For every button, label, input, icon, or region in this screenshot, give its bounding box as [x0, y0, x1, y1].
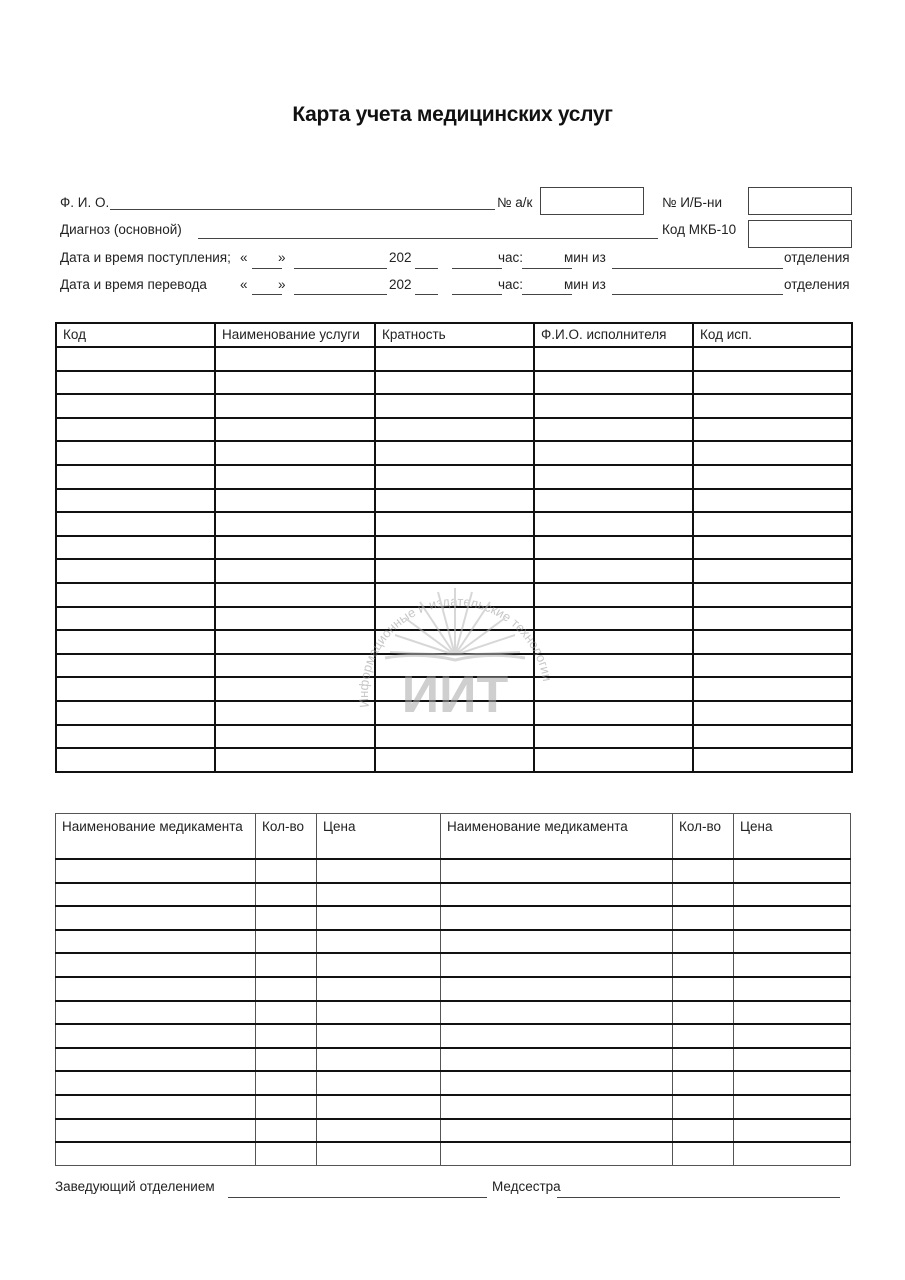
medications-table-row-cell[interactable]: [56, 1071, 256, 1095]
services-table-row-cell[interactable]: [375, 607, 534, 631]
medications-table-row-cell[interactable]: [734, 1048, 851, 1072]
services-table-row-cell[interactable]: [693, 701, 852, 725]
medications-table-row: [56, 953, 851, 977]
services-table-row-cell[interactable]: [375, 347, 534, 371]
services-table-row-cell[interactable]: [534, 512, 693, 536]
transfer-department-field[interactable]: [612, 294, 783, 295]
medications-table-row-cell[interactable]: [256, 930, 317, 954]
services-table-row-cell[interactable]: [215, 725, 375, 749]
medications-table-row-cell[interactable]: [734, 930, 851, 954]
services-table-row-cell[interactable]: [693, 559, 852, 583]
medications-table-row-cell[interactable]: [734, 859, 851, 883]
head-of-department-label: Заведующий отделением: [55, 1179, 215, 1194]
medications-table-row-cell[interactable]: [441, 930, 673, 954]
services-table-row-cell[interactable]: [56, 701, 215, 725]
medications-table-row-cell[interactable]: [256, 1048, 317, 1072]
services-table-row-cell[interactable]: [534, 701, 693, 725]
medications-table-row-cell[interactable]: [317, 859, 441, 883]
admission-minute-field[interactable]: [522, 268, 572, 269]
medications-col-qty-1: Кол-во: [256, 814, 317, 860]
services-table-row-cell[interactable]: [215, 394, 375, 418]
admission-hour-label: час:: [498, 250, 524, 265]
services-table-row-cell[interactable]: [375, 371, 534, 395]
medications-table-row-cell[interactable]: [673, 859, 734, 883]
services-table-row-cell[interactable]: [693, 465, 852, 489]
services-table-row-cell[interactable]: [375, 465, 534, 489]
medications-table-row-cell[interactable]: [56, 1001, 256, 1025]
nurse-label: Медсестра: [492, 1179, 561, 1194]
medications-table-row: [56, 1048, 851, 1072]
fio-label: Ф. И. О.: [60, 195, 110, 210]
medications-table-row-cell[interactable]: [317, 1001, 441, 1025]
services-table-row-cell[interactable]: [56, 607, 215, 631]
services-table-row: [56, 607, 852, 631]
services-col-service-name: Наименование услуги: [215, 323, 375, 347]
admission-min-label: мин из: [564, 250, 606, 265]
medications-table-row-cell[interactable]: [256, 1119, 317, 1143]
services-table-row-cell[interactable]: [534, 559, 693, 583]
admission-open-quote: «: [240, 250, 248, 265]
admission-day-field[interactable]: [252, 268, 282, 269]
services-table-row: [56, 512, 852, 536]
services-table-row-cell[interactable]: [215, 677, 375, 701]
services-table-row-cell[interactable]: [215, 441, 375, 465]
fio-field[interactable]: [110, 209, 495, 210]
medications-table-row-cell[interactable]: [56, 1095, 256, 1119]
services-table-row-cell[interactable]: [375, 654, 534, 678]
services-table-row-cell[interactable]: [375, 701, 534, 725]
medications-table-row-cell[interactable]: [734, 977, 851, 1001]
admission-department-field[interactable]: [612, 268, 783, 269]
medications-table-row-cell[interactable]: [673, 906, 734, 930]
page-title: Карта учета медицинских услуг: [292, 103, 613, 126]
services-table-row-cell[interactable]: [375, 441, 534, 465]
services-table-row-cell[interactable]: [56, 536, 215, 560]
medications-table-row: [56, 930, 851, 954]
watermark-arc-text: Информационные и издательские технологии: [355, 593, 556, 709]
medications-table-row-cell[interactable]: [734, 1095, 851, 1119]
transfer-minute-field[interactable]: [522, 294, 572, 295]
services-table-row-cell[interactable]: [215, 630, 375, 654]
medications-table-row-cell[interactable]: [734, 1071, 851, 1095]
medications-table-row-cell[interactable]: [673, 930, 734, 954]
services-table-row-cell[interactable]: [56, 748, 215, 772]
head-of-department-signature-field[interactable]: [228, 1197, 487, 1198]
admission-year-prefix: 202: [389, 250, 412, 265]
medications-table-row-cell[interactable]: [673, 1119, 734, 1143]
services-table-row-cell[interactable]: [215, 371, 375, 395]
medications-table-row-cell[interactable]: [317, 1142, 441, 1165]
services-table-row-cell[interactable]: [534, 536, 693, 560]
medications-table-row-cell[interactable]: [317, 883, 441, 907]
services-table-row: [56, 725, 852, 749]
medications-table-row-cell[interactable]: [441, 906, 673, 930]
medications-table-row: [56, 1024, 851, 1048]
services-table-row-cell[interactable]: [375, 512, 534, 536]
medications-col-price-2: Цена: [734, 814, 851, 860]
medications-table-row-cell[interactable]: [441, 1071, 673, 1095]
services-table-row-cell[interactable]: [693, 583, 852, 607]
medications-table-row-cell[interactable]: [441, 1119, 673, 1143]
transfer-month-field[interactable]: [294, 294, 387, 295]
services-table-row: [56, 630, 852, 654]
medications-table-row-cell[interactable]: [317, 930, 441, 954]
services-table-row-cell[interactable]: [375, 536, 534, 560]
services-table-row-cell[interactable]: [215, 536, 375, 560]
services-table-row-cell[interactable]: [56, 441, 215, 465]
services-table-row-cell[interactable]: [56, 394, 215, 418]
services-table-row-cell[interactable]: [534, 347, 693, 371]
medications-table-row-cell[interactable]: [56, 1024, 256, 1048]
services-table-row-cell[interactable]: [693, 630, 852, 654]
services-table-row-cell[interactable]: [56, 654, 215, 678]
transfer-hour-label: час:: [498, 277, 524, 292]
medications-table-row-cell[interactable]: [734, 883, 851, 907]
services-table-row-cell[interactable]: [56, 465, 215, 489]
mkb-code-field[interactable]: [748, 220, 852, 248]
services-col-performer-code: Код исп.: [693, 323, 852, 347]
services-table-row-cell[interactable]: [693, 654, 852, 678]
medications-table-row-cell[interactable]: [734, 1001, 851, 1025]
medications-col-qty-2: Кол-во: [673, 814, 734, 860]
services-table-row: [56, 583, 852, 607]
services-table-row-cell[interactable]: [215, 418, 375, 442]
medications-col-name-1: Наименование медикамента: [56, 814, 256, 860]
medications-table-row-cell[interactable]: [734, 1142, 851, 1165]
transfer-label: Дата и время перевода: [60, 277, 207, 292]
medications-table-row-cell[interactable]: [441, 977, 673, 1001]
services-table-row: [56, 677, 852, 701]
medications-table-row-cell[interactable]: [441, 1048, 673, 1072]
ib-label: № И/Б-ни: [662, 195, 723, 210]
diagnosis-label: Диагноз (основной): [60, 222, 182, 237]
services-table-row: [56, 441, 852, 465]
diagnosis-field[interactable]: [198, 238, 658, 239]
medications-table-row-cell[interactable]: [256, 1024, 317, 1048]
services-table-row-cell[interactable]: [375, 630, 534, 654]
medications-table-body: [56, 859, 851, 1165]
medications-table-row-cell[interactable]: [441, 1142, 673, 1165]
medications-table-row-cell[interactable]: [673, 953, 734, 977]
services-table-row-cell[interactable]: [693, 418, 852, 442]
services-table-row-cell[interactable]: [375, 748, 534, 772]
medications-table-row-cell[interactable]: [441, 1001, 673, 1025]
medications-table-row-cell[interactable]: [256, 859, 317, 883]
medications-header-row: [56, 814, 851, 860]
services-table-row-cell[interactable]: [215, 607, 375, 631]
services-table-row-cell[interactable]: [215, 559, 375, 583]
services-table-row-cell[interactable]: [375, 725, 534, 749]
medications-table-row-cell[interactable]: [317, 977, 441, 1001]
services-table-row-cell[interactable]: [534, 725, 693, 749]
services-table-row-cell[interactable]: [375, 489, 534, 513]
medications-table-row-cell[interactable]: [441, 953, 673, 977]
services-table-row-cell[interactable]: [693, 394, 852, 418]
services-header-row: [56, 323, 852, 347]
medications-table-row-cell[interactable]: [317, 1048, 441, 1072]
services-table-row-cell[interactable]: [534, 394, 693, 418]
services-table-row-cell[interactable]: [215, 654, 375, 678]
services-table-row-cell[interactable]: [56, 725, 215, 749]
services-table-row-cell[interactable]: [693, 347, 852, 371]
medications-table-row-cell[interactable]: [56, 906, 256, 930]
mkb-label: Код МКБ-10: [662, 222, 737, 237]
services-table-row-cell[interactable]: [56, 418, 215, 442]
services-table-row-cell[interactable]: [693, 536, 852, 560]
medications-table-row-cell[interactable]: [673, 1001, 734, 1025]
services-table: [55, 322, 853, 773]
medications-table-row-cell[interactable]: [317, 1095, 441, 1119]
services-table-row-cell[interactable]: [375, 677, 534, 701]
services-table-row-cell[interactable]: [534, 371, 693, 395]
services-table-row-cell[interactable]: [534, 677, 693, 701]
services-table-row-cell[interactable]: [534, 748, 693, 772]
services-table-row-cell[interactable]: [56, 371, 215, 395]
transfer-close-quote: »: [278, 277, 286, 292]
watermark-logo-text: ИИТ: [401, 666, 509, 724]
services-table-row-cell[interactable]: [56, 512, 215, 536]
medications-table-row: [56, 859, 851, 883]
admission-month-field[interactable]: [294, 268, 387, 269]
medications-table-row-cell[interactable]: [56, 930, 256, 954]
services-table-row-cell[interactable]: [215, 701, 375, 725]
medications-table-row-cell[interactable]: [734, 953, 851, 977]
services-table-row: [56, 394, 852, 418]
medications-table-row: [56, 1119, 851, 1143]
medications-table-row-cell[interactable]: [734, 906, 851, 930]
services-table-row-cell[interactable]: [375, 559, 534, 583]
services-col-multiplicity: Кратность: [375, 323, 534, 347]
medications-table-row: [56, 1142, 851, 1165]
services-table-row: [56, 748, 852, 772]
ak-number-field[interactable]: [540, 187, 644, 215]
services-table-row: [56, 701, 852, 725]
medications-table-row-cell[interactable]: [673, 1142, 734, 1165]
medications-table-row-cell[interactable]: [256, 1095, 317, 1119]
services-table-row: [56, 347, 852, 371]
medications-col-name-2: Наименование медикамента: [441, 814, 673, 860]
services-table-row-cell[interactable]: [215, 465, 375, 489]
nurse-signature-field[interactable]: [557, 1197, 840, 1198]
medications-table-row-cell[interactable]: [673, 883, 734, 907]
ak-label: № а/к: [497, 195, 533, 210]
services-table-row-cell[interactable]: [534, 418, 693, 442]
medications-table-row-cell[interactable]: [441, 1024, 673, 1048]
medications-table-row-cell[interactable]: [317, 1119, 441, 1143]
medications-table-row-cell[interactable]: [441, 883, 673, 907]
medications-table-row-cell[interactable]: [673, 1024, 734, 1048]
medications-table-row-cell[interactable]: [256, 953, 317, 977]
medications-table-row-cell[interactable]: [441, 859, 673, 883]
medications-table-row-cell[interactable]: [673, 1048, 734, 1072]
medications-table-row-cell[interactable]: [317, 906, 441, 930]
services-table-row-cell[interactable]: [215, 512, 375, 536]
services-table-row: [56, 418, 852, 442]
medications-table-row-cell[interactable]: [673, 977, 734, 1001]
services-table-row-cell[interactable]: [693, 607, 852, 631]
medications-table-row-cell[interactable]: [673, 1095, 734, 1119]
medications-table-row-cell[interactable]: [673, 1071, 734, 1095]
medications-table-row-cell[interactable]: [256, 1001, 317, 1025]
services-table-row-cell[interactable]: [693, 748, 852, 772]
services-col-code: Код: [56, 323, 215, 347]
medications-table-row-cell[interactable]: [441, 1095, 673, 1119]
services-table-row-cell[interactable]: [375, 583, 534, 607]
services-table-row-cell[interactable]: [534, 441, 693, 465]
transfer-year-prefix: 202: [389, 277, 412, 292]
services-col-performer: Ф.И.О. исполнителя: [534, 323, 693, 347]
medications-table-row-cell[interactable]: [734, 1024, 851, 1048]
services-table-row-cell[interactable]: [534, 465, 693, 489]
medications-table-row-cell[interactable]: [256, 883, 317, 907]
transfer-day-field[interactable]: [252, 294, 282, 295]
medications-table-row: [56, 1095, 851, 1119]
services-table-row-cell[interactable]: [56, 583, 215, 607]
services-table-row-cell[interactable]: [56, 559, 215, 583]
services-table-row-cell[interactable]: [56, 347, 215, 371]
services-table-row: [56, 371, 852, 395]
admission-dept-label: отделения: [784, 250, 850, 265]
services-table-row-cell[interactable]: [56, 677, 215, 701]
admission-label: Дата и время поступления;: [60, 250, 231, 265]
medications-table-row: [56, 906, 851, 930]
transfer-year-field[interactable]: [415, 294, 438, 295]
services-table-row-cell[interactable]: [534, 583, 693, 607]
medications-table-row-cell[interactable]: [56, 859, 256, 883]
services-table-row-cell[interactable]: [534, 607, 693, 631]
medications-table-row-cell[interactable]: [256, 1071, 317, 1095]
services-table-row-cell[interactable]: [56, 489, 215, 513]
medications-table-row-cell[interactable]: [317, 1024, 441, 1048]
services-table-row-cell[interactable]: [693, 489, 852, 513]
medications-table-row: [56, 977, 851, 1001]
services-table-row-cell[interactable]: [215, 748, 375, 772]
services-table-row: [56, 559, 852, 583]
medications-table-row: [56, 883, 851, 907]
medications-table-row-cell[interactable]: [317, 953, 441, 977]
services-table-row-cell[interactable]: [693, 725, 852, 749]
transfer-min-label: мин из: [564, 277, 606, 292]
services-table-row-cell[interactable]: [534, 654, 693, 678]
services-table-row-cell[interactable]: [215, 347, 375, 371]
services-table-row-cell[interactable]: [375, 394, 534, 418]
services-table-body: [56, 347, 852, 772]
medications-col-price-1: Цена: [317, 814, 441, 860]
admission-close-quote: »: [278, 250, 286, 265]
services-table-row-cell[interactable]: [693, 371, 852, 395]
medications-table-row-cell[interactable]: [317, 1071, 441, 1095]
medications-table-row-cell[interactable]: [256, 906, 317, 930]
medications-table-row-cell[interactable]: [56, 883, 256, 907]
medications-table-row-cell[interactable]: [56, 1142, 256, 1165]
ib-number-field[interactable]: [748, 187, 852, 215]
medications-table-row-cell[interactable]: [56, 977, 256, 1001]
medications-table-row-cell[interactable]: [256, 1142, 317, 1165]
services-table-row: [56, 489, 852, 513]
medications-table-row-cell[interactable]: [256, 977, 317, 1001]
services-table-row-cell[interactable]: [534, 630, 693, 654]
transfer-dept-label: отделения: [784, 277, 850, 292]
services-table-row: [56, 654, 852, 678]
services-table-row: [56, 536, 852, 560]
transfer-hour-field[interactable]: [452, 294, 502, 295]
services-table-row-cell[interactable]: [534, 489, 693, 513]
services-table-row-cell[interactable]: [693, 441, 852, 465]
medications-table-row-cell[interactable]: [56, 1119, 256, 1143]
medications-table: [55, 813, 851, 1166]
medications-table-row-cell[interactable]: [56, 1048, 256, 1072]
services-table-row-cell[interactable]: [375, 418, 534, 442]
services-table-row-cell[interactable]: [693, 677, 852, 701]
medications-table-row: [56, 1001, 851, 1025]
admission-year-field[interactable]: [415, 268, 438, 269]
transfer-open-quote: «: [240, 277, 248, 292]
services-table-row-cell[interactable]: [693, 512, 852, 536]
admission-hour-field[interactable]: [452, 268, 502, 269]
medications-table-row: [56, 1071, 851, 1095]
services-table-row-cell[interactable]: [215, 583, 375, 607]
services-table-row-cell[interactable]: [56, 630, 215, 654]
services-table-row: [56, 465, 852, 489]
medications-table-row-cell[interactable]: [734, 1119, 851, 1143]
services-table-row-cell[interactable]: [215, 489, 375, 513]
medications-table-row-cell[interactable]: [56, 953, 256, 977]
